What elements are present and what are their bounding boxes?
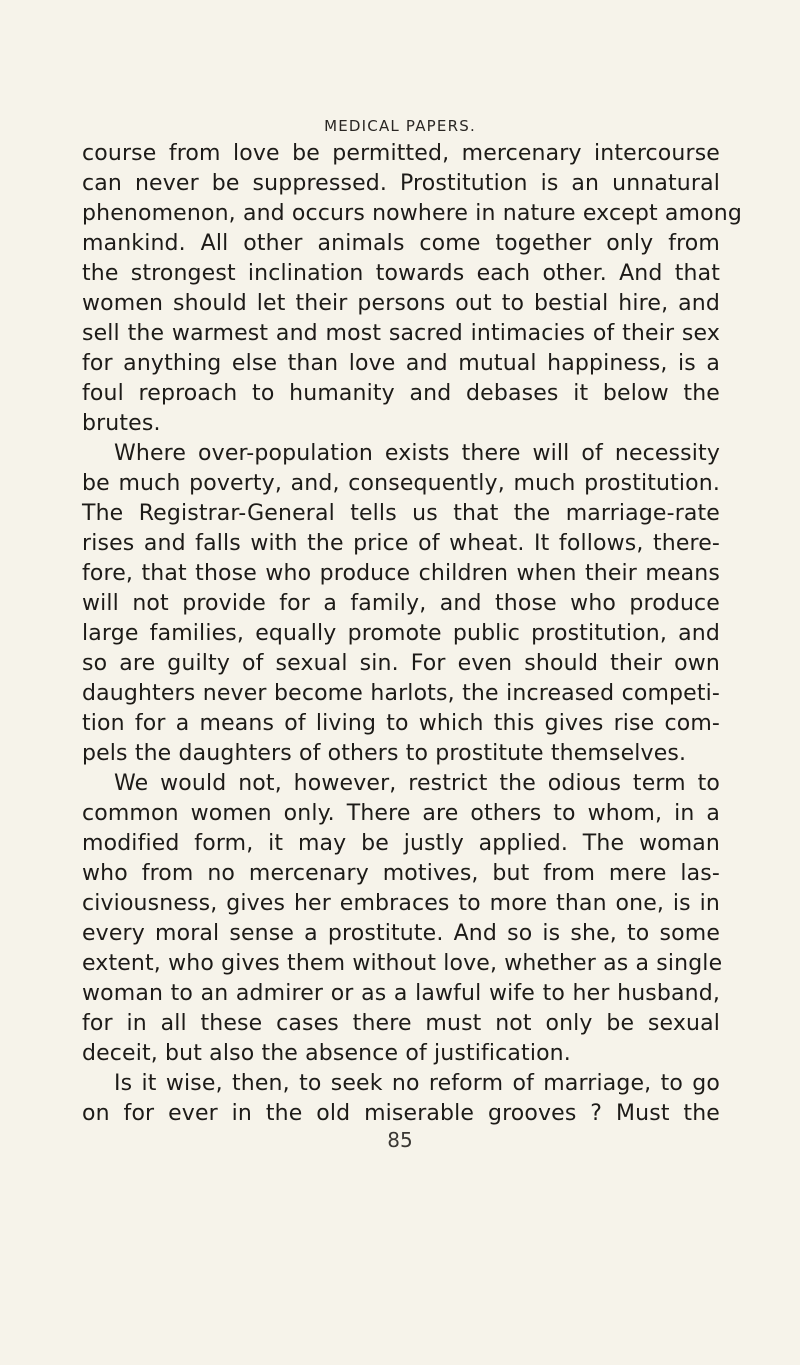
paragraph-start: We would not, however, restrict the odious term to [114, 771, 720, 796]
text-line: every moral sense a prostitute. And so is she, to some [82, 921, 720, 946]
text-line: deceit, but also the absence of justification. [82, 1041, 571, 1066]
text-line: large families, equally promote public prostitution, and [82, 621, 720, 646]
text-line: daughters never become harlots, the increased competi- [82, 681, 720, 706]
page-number: 85 [387, 1128, 413, 1152]
text-line: course from love be permitted, mercenary intercourse [82, 141, 720, 166]
running-head: MEDICAL PAPERS. [324, 117, 476, 135]
text-line: women should let their persons out to bestial hire, and [82, 291, 720, 316]
text-line: modified form, it may be justly applied. The woman [82, 831, 720, 856]
text-line: for anything else than love and mutual happiness, is a [82, 351, 720, 376]
text-line: phenomenon, and occurs nowhere in nature except among [82, 201, 742, 226]
text-line: fore, that those who produce children when their means [82, 561, 720, 586]
text-line: so are guilty of sexual sin. For even should their own [82, 651, 720, 676]
text-line: extent, who gives them without love, whether as a single [82, 951, 723, 976]
paragraph-start: Is it wise, then, to seek no reform of marriage, to go [114, 1071, 720, 1096]
paragraph-start: Where over-population exists there will of necessity [114, 441, 720, 466]
text-line: pels the daughters of others to prostitute themselves. [82, 741, 687, 766]
text-line: tion for a means of living to which this gives rise com- [82, 711, 720, 736]
text-line: will not provide for a family, and those who produce [82, 591, 720, 616]
text-line: for in all these cases there must not only be sexual [82, 1011, 720, 1036]
text-line: rises and falls with the price of wheat. It follows, there- [82, 531, 720, 556]
text-line: who from no mercenary motives, but from mere las- [82, 861, 720, 886]
text-line: The Registrar-General tells us that the marriage-rate [82, 501, 720, 526]
text-line: brutes. [82, 411, 161, 436]
text-line: can never be suppressed. Prostitution is an unnatural [82, 171, 720, 196]
text-line: civiousness, gives her embraces to more than one, is in [82, 891, 720, 916]
text-line: the strongest inclination towards each other. And that [82, 261, 720, 286]
text-line: sell the warmest and most sacred intimacies of their sex [82, 321, 720, 346]
text-line: foul reproach to humanity and debases it below the [82, 381, 720, 406]
text-line: mankind. All other animals come together only from [82, 231, 720, 256]
text-line: on for ever in the old miserable grooves ? Must the [82, 1101, 720, 1126]
text-line: be much poverty, and, consequently, much prostitution. [82, 471, 720, 496]
text-line: woman to an admirer or as a lawful wife to her husband, [82, 981, 720, 1006]
text-line: common women only. There are others to whom, in a [82, 801, 720, 826]
